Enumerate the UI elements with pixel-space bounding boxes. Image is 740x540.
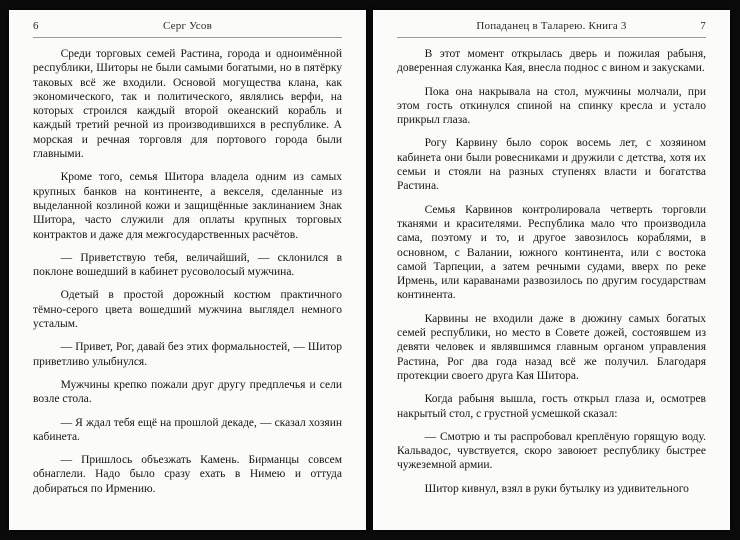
paragraph: — Смотрю и ты распробовал креплёную горящую воду. Кальвадос, чувствуется, скоро завоюет республику быстрее чужеземной армии. — [397, 430, 706, 472]
paragraph: Карвины не входили даже в дюжину самых богатых семей республики, но место в Совете дожей, состоявшем из девяти человек и являвшимся главным органом управления Растина, Рог два года назад всё же получил. Благодаря протекции своего друга Кая Шитора. — [397, 312, 706, 382]
paragraph: — Привет, Рог, давай без этих формальностей, — Шитор приветливо улыбнулся. — [33, 341, 342, 368]
paragraph: — Я ждал тебя ещё на прошлой декаде, — сказал хозяин кабинета. — [33, 416, 342, 443]
paragraph: — Приветствую тебя, величайший, — склонился в поклоне вошедший в кабинет русоволосый мужчина. — [33, 251, 342, 279]
paragraph: Шитор кивнул, взял в руки бутылку из удивительного — [424, 482, 689, 495]
page-left — [9, 10, 366, 530]
header-divider-right — [397, 37, 706, 38]
header-divider-left — [33, 37, 342, 38]
page-text-left — [33, 47, 342, 496]
running-header-right — [397, 20, 706, 32]
paragraph: — Пришлось объезжать Камень. Бирманцы совсем обнаглели. Надо было сразу ехать в Нимею и оттуда добираться по Ирмению. — [33, 454, 342, 495]
running-title-book: Попаданец в Таларею. Книга 3 — [476, 20, 627, 32]
running-title-author: Серг Усов — [163, 20, 212, 32]
paragraph: Среди торговых семей Растина, города и одноимённой республики, Шиторы не были самыми богатыми, но в пятёрку таковых всё же входили. Основой могущества клана, как экономического, так и политического, являлись верфи, на которых строился каждый второй океанский корабль и каждый третий речной из производившихся в республике. А морская и речная торговля для портового города были главными. — [33, 48, 342, 161]
paragraph: Кроме того, семья Шитора владела одним из самых крупных банков на континенте, а векселя, сделанные из выделанной козлиной кожи и защищённые заклинанием Знак Шитора, часто служили для оплаты крупных торговых контрактов и даже для межгосударственных расчётов. — [33, 171, 342, 241]
paragraph: Одетый в простой дорожный костюм практичного тёмно-серого цвета вошедший мужчина выглядел немного усталым. — [33, 289, 342, 331]
paragraph: В этот момент открылась дверь и пожилая рабыня, доверенная служанка Кая, внесла поднос с вином и закусками. — [397, 48, 706, 75]
paragraph: Мужчины крепко пожали друг другу предплечья и сели возле стола. — [33, 378, 342, 406]
page-number-left: 6 — [33, 20, 39, 32]
running-header-left — [33, 20, 342, 32]
paragraph: Семья Карвинов контролировала четверть торговли тканями и красителями. Республика мало что производила сама, поэтому и то, и другое завозилось кораблями, в основном, с Валании, южного континента, или с востока самой Тарпеции, а затем речными судами, вверх по реке Ирмень, или караванами развозилось по другим государствам континента. — [397, 203, 706, 302]
page-text-right — [397, 47, 706, 496]
paragraph: Рогу Карвину было сорок восемь лет, с хозяином кабинета они были ровесниками и дружили с детства, хотя их семьи и стояли на разных ступенях власти и богатства Растина. — [397, 137, 706, 193]
paragraph: Когда рабыня вышла, гость открыл глаза и, осмотрев накрытый стол, с грустной усмешкой сказал: — [397, 393, 706, 420]
paragraph: Пока она накрывала на стол, мужчины молчали, при этом гость откинулся спиной на спинку кресла и устало прикрыл глаза. — [397, 85, 706, 127]
page-right — [373, 10, 730, 530]
page-number-right: 7 — [700, 20, 706, 32]
